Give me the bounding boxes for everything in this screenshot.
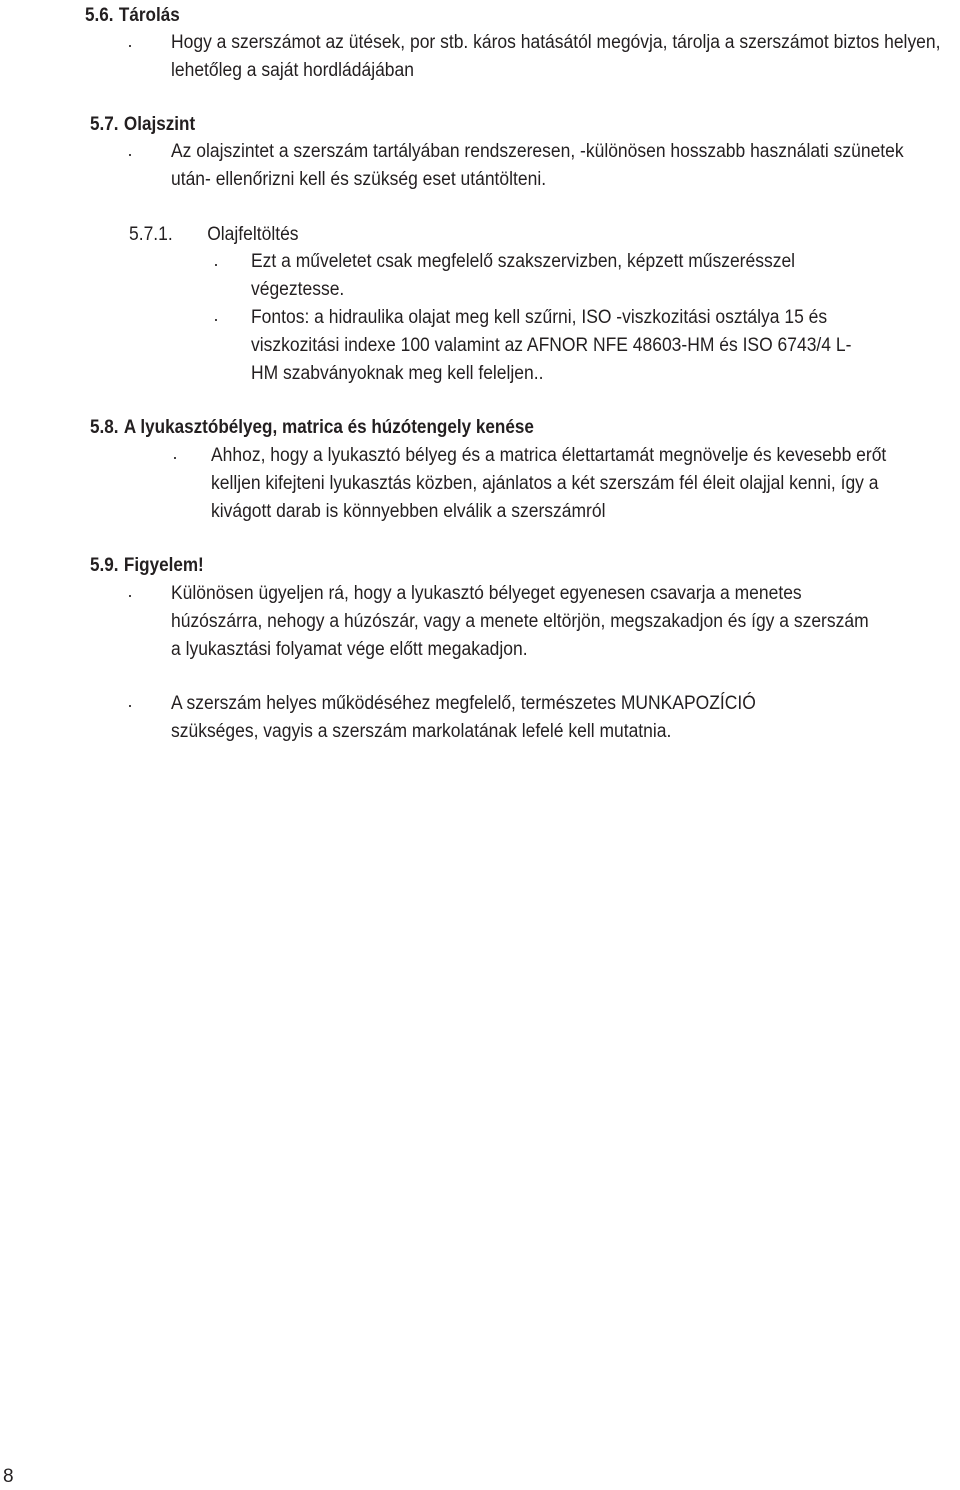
- section-title: Figyelem!: [123, 555, 204, 576]
- section-5-9-paragraph-1: Különösen ügyeljen rá, hogy a lyukasztó bélyeget egyenesen csavarja a menetes húzószárra, nehogy a húzószár, vagy a menete eltörjön, megszakadjon és így a szerszám a lyukasztási folyamat vége előtt megakadjon.: [171, 583, 869, 660]
- section-number: 5.9.: [90, 555, 119, 576]
- bullet-icon: ·: [127, 695, 133, 715]
- bullet-icon: ·: [213, 309, 219, 329]
- bullet-icon: ·: [127, 35, 133, 55]
- section-number: 5.8.: [90, 417, 119, 438]
- section-5-8-paragraph: Ahhoz, hogy a lyukasztó bélyeg és a matrica élettartamát megnövelje és kevesebb erőt kelljen kifejteni lyukasztás közben, ajánlatos a két szerszám fél éleit olajjal kenni, így a kivágott darab is könnyebben elválik a szerszámról: [211, 445, 887, 522]
- section-5-9-heading: [90, 552, 204, 580]
- section-5-7-heading: [90, 111, 195, 139]
- section-title: Olajszint: [123, 114, 196, 135]
- section-number: 5.7.: [90, 114, 119, 135]
- subsection-number: 5.7.1.: [129, 224, 173, 245]
- page-number: 8: [3, 1466, 14, 1487]
- bullet-icon: ·: [127, 144, 133, 164]
- section-5-7-paragraph: Az olajszintet a szerszám tartályában rendszeresen, -különösen hosszabb használati szünetek után- ellenőrizni kell és szükség eset utántölteni.: [171, 141, 904, 190]
- section-5-6-paragraph: Hogy a szerszámot az ütések, por stb. káros hatásától megóvja, tárolja a szerszámot biztos helyen, lehetőleg a saját hordládájában: [171, 32, 941, 81]
- bullet-icon: ·: [127, 585, 133, 605]
- section-5-7-1-paragraph-1: Ezt a műveletet csak megfelelő szakszervizben, képzett műszerésszel végeztesse.: [251, 251, 796, 300]
- section-title: Tárolás: [118, 5, 180, 26]
- section-5-7-1-paragraph-2: Fontos: a hidraulika olajat meg kell szűrni, ISO -viszkozitási osztálya 15 és viszkozitási indexe 100 valamint az AFNOR NFE 48603-HM és ISO 6743/4 L-HM szabványoknak meg kell feleljen..: [251, 307, 852, 384]
- section-5-7-1-heading: [129, 221, 299, 249]
- section-5-8-heading: [90, 414, 534, 442]
- section-title: A lyukasztóbélyeg, matrica és húzótengely kenése: [123, 417, 534, 438]
- bullet-icon: ·: [213, 254, 219, 274]
- subsection-title: Olajfeltöltés: [207, 224, 299, 245]
- bullet-icon: ·: [172, 447, 178, 467]
- section-5-6-heading: [85, 2, 180, 30]
- section-number: 5.6.: [85, 5, 114, 26]
- section-5-9-paragraph-2: A szerszám helyes működéséhez megfelelő, természetes MUNKAPOZÍCIÓ szükséges, vagyis a szerszám markolatának lefelé kell mutatnia.: [171, 693, 756, 742]
